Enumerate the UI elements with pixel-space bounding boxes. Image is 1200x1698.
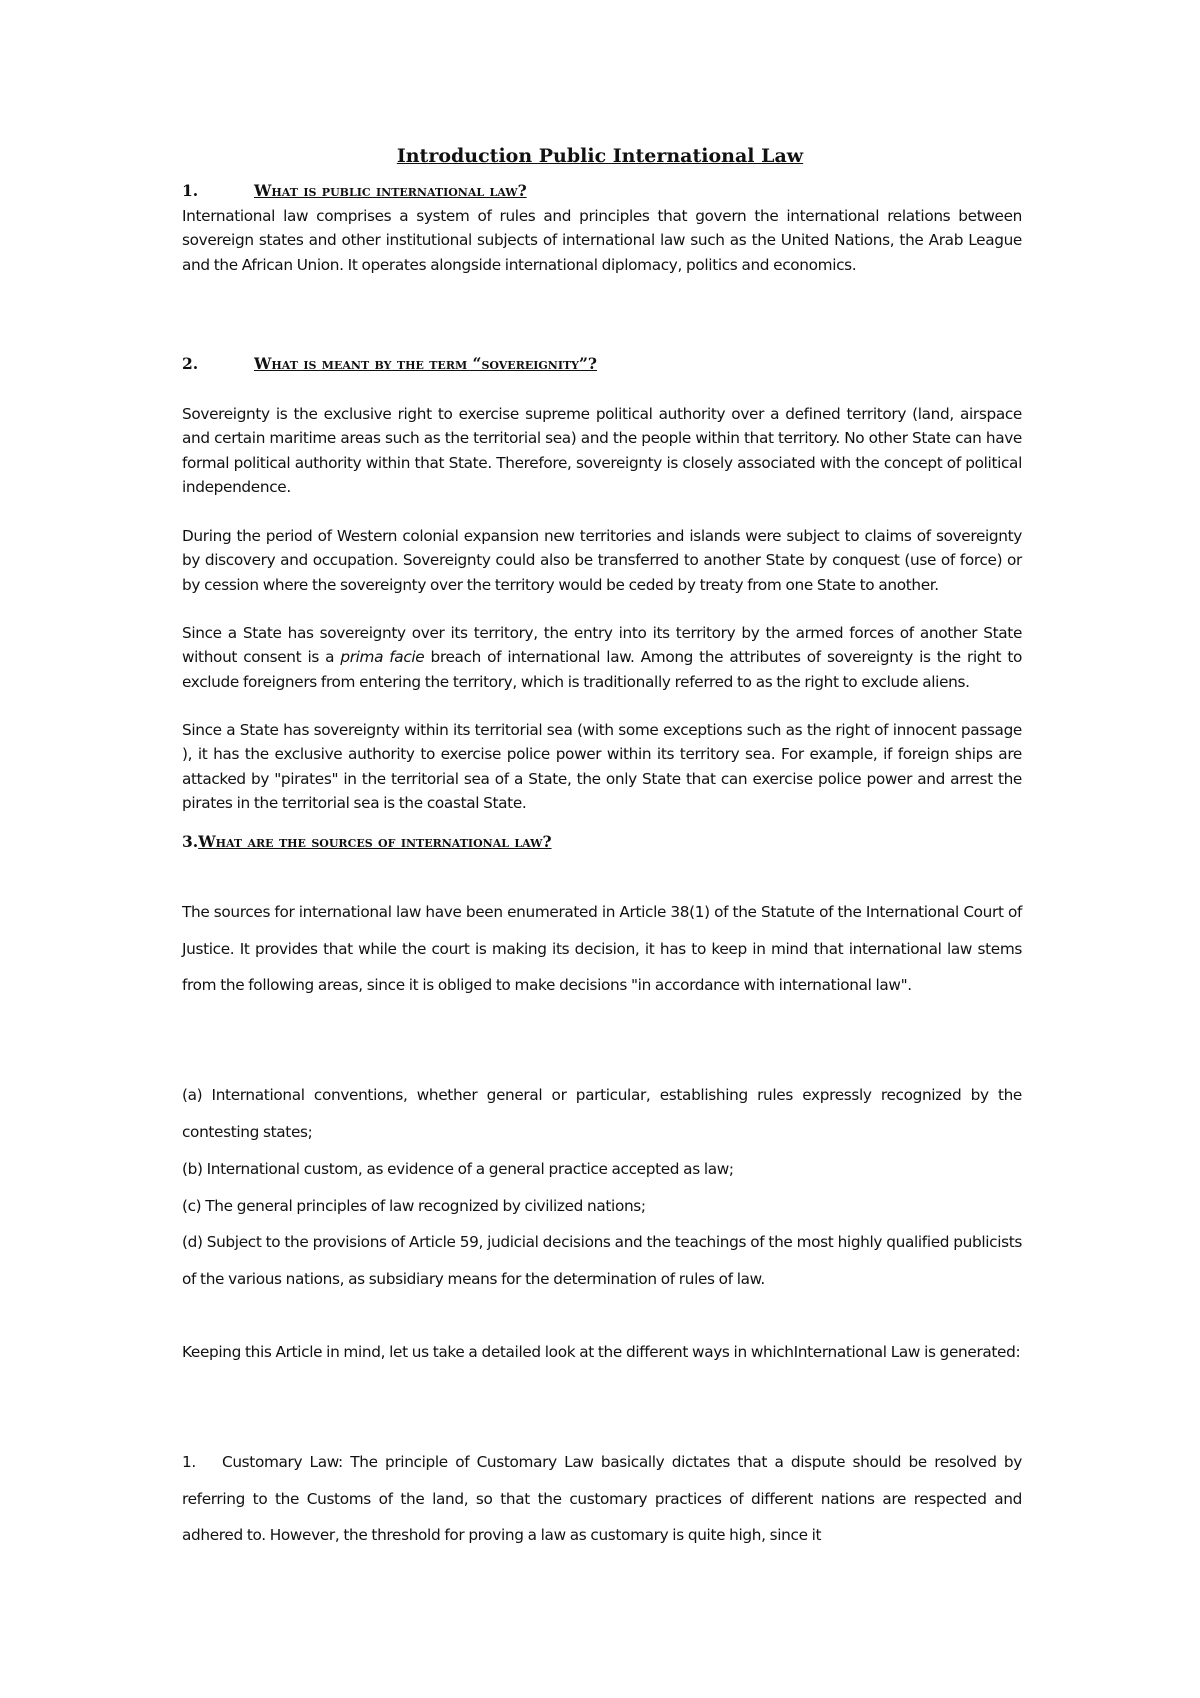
- document-title: Introduction Public International Law: [396, 145, 804, 167]
- prima-facie-term: prima facie: [340, 648, 425, 667]
- source-item-b: (b) International custom, as evidence of a general practice accepted as law;: [182, 1160, 734, 1178]
- armed-forces-paragraph: [182, 621, 1022, 694]
- sovereignty-definition-paragraph: Sovereignty is the exclusive right to exercise supreme political authority over a defined territory (land, airspace and certain maritime areas such as the territorial sea) and the people within that territory. No other State can have formal political authority within that State. Therefore, sovereignty is closely associated with the concept of political independence.: [182, 405, 1022, 496]
- section-1-paragraph: International law comprises a system of rules and principles that govern the international relations between sovereign states and other institutional subjects of international law such as the United Nations, the Arab League and the African Union. It operates alongside international diplomacy, politics and economics.: [182, 207, 1022, 274]
- armed-forces-text-end: breach of international law. Among the attributes of sovereignty is the right to exclude foreigners from entering the territory, which is traditionally referred to as the right to exclude aliens.: [182, 648, 1023, 691]
- source-item-c: (c) The general principles of law recognized by civilized nations;: [182, 1197, 646, 1215]
- sources-intro-paragraph: The sources for international law have been enumerated in Article 38(1) of the Statute of the International Court of Justice. It provides that while the court is making its decision, it has to keep in mind that international law stems from the following areas, since it is obliged to make decisions "in accordance with international law".: [182, 903, 1022, 994]
- section-3-heading-text: What are the sources of international law?: [198, 832, 552, 851]
- keeping-article-paragraph: Keeping this Article in mind, let us take a detailed look at the different ways in whichInternational Law is generated:: [182, 1343, 1021, 1361]
- customary-law-item: [182, 1444, 1022, 1554]
- section-1-heading-text: What is public international law?: [254, 181, 527, 200]
- section-2-heading: [182, 354, 1022, 373]
- section-2-number: 2.: [182, 354, 199, 373]
- colonial-expansion-paragraph: During the period of Western colonial expansion new territories and islands were subject to claims of sovereignty by discovery and occupation. Sovereignty could also be transferred to another State by conquest (use of force) or by cession where the sovereignty over the territory would be ceded by treaty from one State to another.: [182, 527, 1022, 594]
- section-3-number: 3.: [182, 832, 199, 851]
- section-3-heading: [182, 832, 1022, 851]
- armed-forces-text-start: Since a State has sovereignty over its territory, the entry into its territory by the armed forces of another State without consent is a: [182, 624, 1022, 667]
- section-2-heading-text: What is meant by the term “sovereignity”?: [254, 354, 597, 373]
- section-1-heading: [182, 181, 1022, 200]
- customary-law-number: 1.: [182, 1453, 196, 1471]
- territorial-sea-paragraph: Since a State has sovereignty within its territorial sea (with some exceptions such as the right of innocent passage ), it has the exclusive authority to exercise police power within its territory sea. For example, if foreign ships are attacked by "pirates" in the territorial sea of a State, the only State that can exercise police power and arrest the pirates in the territorial sea is the coastal State.: [182, 721, 1022, 812]
- source-item-a: (a) International conventions, whether general or particular, establishing rules expressly recognized by the contesting states;: [182, 1086, 1022, 1141]
- source-item-d: (d) Subject to the provisions of Article 59, judicial decisions and the teachings of the most highly qualified publicists of the various nations, as subsidiary means for the determination of rules of law.: [182, 1233, 1022, 1288]
- section-1-number: 1.: [182, 181, 199, 200]
- customary-law-text: Customary Law: The principle of Customary Law basically dictates that a dispute should be resolved by referring to the Customs of the land, so that the customary practices of different nations are respected and adhered to. However, the threshold for proving a law as customary is quite high, since it: [182, 1453, 1022, 1544]
